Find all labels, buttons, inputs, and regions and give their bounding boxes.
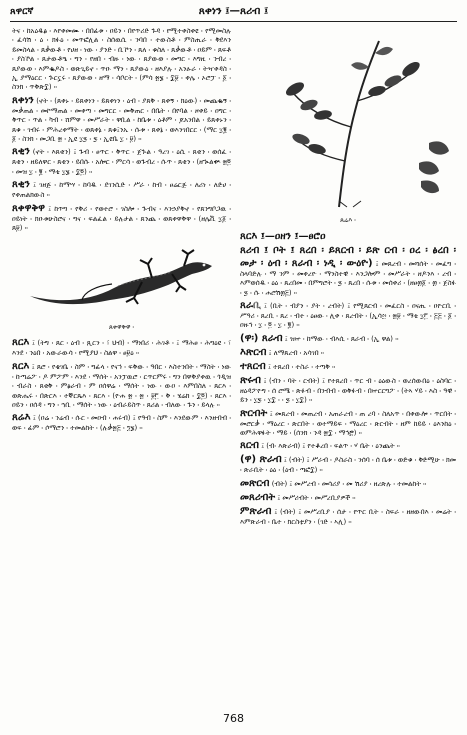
dictionary-entry	[12, 178, 231, 200]
dictionary-entry	[240, 244, 456, 298]
entry-definition: ፤ (ቢት ፡ ብያን ፡ ያት ፡ ረብት) ፤ የሚጸርብ ፡ መፈርስ ፡ ዐናጢ ፡ ዐዮርቢ ፡ ሥዓሪ ፡ ጸረቢ ፡ ጸረ ፡ ብተ ፡ ዕፀው ፡ ሊቀ ፡ ጸረብት ፡ (ኢሳ፵ ፡ ፳፱ ፡ ማቴ ፲፫ ፡ ፭፭ ፡ ፩ ፡ ዐዙኅ ፡ ፲ ፡ ፬ ፡ ፲ ፡ ፪) ፡፡	[240, 302, 456, 330]
dictionary-entry	[12, 411, 231, 433]
entry-headword: ምጽራብ	[240, 505, 272, 517]
entry-headword: መጸሪብት	[240, 491, 276, 503]
entry-definition: ፤ (ብ፡ እጽራብ) ፤ የተቆረበ ፡ ፍልጥ ፡ ሃ ቤት ፡ ዕንጨት ፡፡	[261, 442, 400, 451]
entry-definition: ትና ፡ ከአዕዱፅ ፡ እየቀመሙ ፡ በበፊቱ ፡ ዐይን ፡ በየጥሪድ ጉዳ ፡ የሚተቀስቀዩ ፡ የሚመስሉ ፡ ፈሳሽ ፡ ዕ ፡ ክፉዕ ፡ መጥፎሊል ፡ ስሰዉሲ ፡ ንባበ ፡ ተውስቶ ፡ ምስጢራ ፡ ቅደእን ይመስላል ፡ ጸቃውቶ ፡ የሀዘ ፡ ነው ፡ ያንድ ፡ ቢኾን ፡ ጸለ ፡ ቁስለ ፡ ጸቃውቶ ፡ ዐይም ፡ ጸፍቶ ፡ ያስኾል ፡ ጸታውቶዔ ፡ ግን ፡ የዘበ ፡ ብዙ ፡ ነው ፡ ጸያውወ ፡ መግር ፡ እግዚ ፡ ንብረ ፡ ጸያውወ ፡ እምቈዶስ ፡ ወጽጊይኖ ፡ ጥዑ ማን ፡ ጸያውዕ ፡ ዘእያሉ ፡ አንፁራ ፡ ትዣቀዳስ ፡ ኢ ያማዕርር ፡ ጕርኗሩ ፡ ጸያውወ ፡ ዘማ ፡ ሳቦርት ፡ (ምሳ ፳፮ ፡ ፰፱ ፡ ቀሌ ፡ ኦሮፓ ፡ ፩ ፡ ስንክ ፡ ጥቅጽ፰) ፡፡	[12, 27, 231, 92]
entry-definition: ፤ ከጥግ ፡ የቅሪ ፡ የወተሮ ፡ ገስሎ ፡ ጕብና ፡ እንኃያቅኖ ፡ የጸንግቦጋዉ ፡ ዐይነት ፡ ክዑቱሁስሮና ፡ ግና ፡ ፍልፈል ፡ ይሉታል ፡ ጸንጨ ፡ ወጸቀዋቅዋ ፡ (ዘሌቪ ፲፩ ፡ ጸ፱) ፡፡	[12, 204, 231, 233]
entry-definition: ፤ ገዘጅ ፡ ከማሣ ፡ ከባዱ ፡ ደገንሲድ ፡ ሥራ ፡ ከብ ፡ ፀሬርጅ ፡ ለሪነ ፡ ለድሀ ፡ የቀጠልክውስ ፡፡	[12, 181, 231, 200]
entry-definition: (ኖት ፡ እጸቂን) ፤ ጉብ ፡ ፀጥር ፡ ቅጥር ፡ ጀጕል ፡ ዓረገ ፡ ዕሲ ፡ ጸቂን ፡ ወሰፈ ፡ ጸቂን ፡ ዘይለዋር ፡ ጸቂን ፡ ይበሱ ፡ አሎር ፡ ምርሳ ፡ ወጉብረ ፡ ሱጥ ፡ ጸቂን ፡ (ዘኊልቊ ፳፬ ፡ መዝ ፲ ፡ ፪ ፡ ማቴ ፲፮ ፡ ፰፬) ፡፡	[12, 148, 231, 176]
entry-headword: ጸራቢ	[240, 300, 261, 312]
dictionary-entry	[240, 332, 456, 345]
figure-caption: ጸሬእ ፡	[340, 216, 356, 225]
entry-definition: ፤ (ብን ፡ ባት ፡ ርብት) ፤ የተጸረበ ፡ ጥር ብ ፡ ዕዕውስ ፡ ወረሰውበዕ ፡ ዕስባር ፡ ዘዕዳፖዮግ ፡ ሰ ሮሜ ፡ ጽፉብ ፡ በንብብ ፡ ወቅፉብ ፡ በኵርርግፖ ፡ (ትኣ ሃይ ፡ እስ ፡ ዓዊ ፡ ይን ፡ ፲፯ ፡ ፲፰ ፡ ፡ ፯ ፡ ፲፰) ፡፡	[240, 376, 456, 405]
entry-headword: ጸቀዋቅዋ	[12, 202, 46, 214]
entry-headword: ጸሬእ	[12, 412, 31, 424]
dictionary-entry	[240, 407, 456, 439]
lizard-illustration	[22, 238, 222, 318]
dictionary-entry	[12, 94, 231, 145]
dictionary-entry	[240, 439, 456, 452]
dictionary-entry	[240, 491, 456, 504]
dictionary-entry	[240, 360, 456, 373]
header-rule	[10, 21, 457, 22]
entry-headword: ጸርእ ፤—ዐዘን ፤—ፀሮዐ	[240, 230, 326, 242]
entry-headword: ጸርእ	[12, 360, 30, 372]
entry-headword: (ዋ፡) ጸራብ	[240, 332, 283, 344]
header-section-title: ጸዋርኛ	[10, 6, 34, 17]
left-column	[12, 27, 231, 435]
page-number: 768	[223, 712, 244, 725]
entry-definition: ፤ ጸሮ ፡ የቄገቤ ፡ ስም ፡ ግፊላ ፡ የናኅ ፡ ፍቅው ፡ ዓበር ፡ እስተንበት ፡ ማስት ፡ ነው ፡ ኩጣሬፖ ፡ ዶ ምፖም ፡ እንደ ፡ ማሰት ፡ አንፓዉሮ ፡ ርጥርምሩ ፡ ግን በዋቅያቀዉ ፡ ጎዲዝ ፡ ብራስ ፡ ጸቂቅ ፡ ምፅራብ ፡ ም ዐሰዋሬ ፡ ማሰት ፡ ነው ፡ ውዐ ፡ እምበስለ ፡ ጸርእ ፡ ወጽሔሩ ፡ በጽርእ ፡ ተኞርጼእ ፡ ጸርእ ፡ (ዮሐ ፳ ፡ ፳ ፡ ፱፫ ፡ ቅ ፡ ሄሬክ ፡ ፰፬) ፡ ጸርእ ፡ ዐይን ፡ ዐሰዳ ፡ ግን ፡ ኀቢ ፡ ማሰት ፡ ነው ፡ ዕብራይስጥ ፡ ጸሪል ፡ ብለው ፡ ጉን ፡ ይላሉ ፡፡	[12, 362, 231, 409]
header-guide-words: ጸቀነን ፤—ጸሪብ ፤	[198, 5, 269, 17]
entry-headword: ጸሪብ ፤ ቦት ፤ ጸረበ ፡ ይጸርብ ፡ ይጽ ርብ ፡ ዐረ ፡ ፅረበ ፡ መታ ፡ ዕብ ፡ ጸራብ ፡ ነዲ ፡ ውዕዮ)	[240, 244, 456, 269]
entry-headword: ተጸርብ	[240, 360, 266, 372]
dictionary-entry	[240, 374, 456, 406]
entry-headword: ጸቂን	[12, 146, 30, 158]
entry-headword: ጸቀነን	[12, 94, 34, 106]
entry-definition: ፤ (ብት) ፤ መሥረቢያ ፡ ሰታ ፡ የጥር ቢት ፡ ስፍራ ፡ ዘዘውበእ ፡ መሬት ፡ እምጽራብ ፡ ቤተ ፡ ክርስቲያን ፡ (ገድ ፡ ኣሊ) ፡፡	[240, 507, 456, 526]
entry-definition: (ብት) ፤ መሥረብ ፡ መሳሪያ ፡ መ ሽሪያ ፡ ዘረጽሉ ፡ ተመልከት ፡፡	[271, 479, 427, 488]
dictionary-entry	[12, 27, 231, 93]
entry-definition: ፤ ለማጸረብ ፡ አሳገበ ፡፡	[268, 348, 325, 357]
dictionary-entry	[12, 145, 231, 177]
dictionary-entry	[240, 477, 456, 490]
plant-figure	[240, 31, 456, 226]
entry-definition: ፤ መጸረብ ፡ መጠረብ ፡ አጠራረብ ፡ ጠ ረባ ፡ ስለአጥ ፡ በቀውሎ ፡ ጥርበት ፡ መሮርቃ ፡ ማዕረር ፡ ጽርበት ፡ ወተማይፍ ፡ ማዕረር ፡ ጽርብት ፡ ዘም ከይይ ፡ ዕእንከዕ ፡ ወምሕዋፉት ፡ ማይ ፡ (ሰንክ ፡ ንዳ ፳፰ ፡ ማኅ፸) ፡፡	[240, 409, 456, 438]
entry-headword: መጽርብ	[240, 477, 270, 489]
entry-headword: (ዋ) ጽራብ	[240, 454, 282, 466]
plant-illustration	[243, 31, 453, 211]
entry-definition: ፤ (ብት) ፤ ሥራብ ፡ ዶስራስ ፡ ንሰባ ፡ ሰ ቤቱ ፡ ወድቁ ፡ ቅድሚሁ ፡ ክመ ፡ ጽራቢት ፡ ዕዕ ፡ (ዕብ ፡ ጣፎ፰) ፡፡	[240, 456, 456, 475]
dictionary-entry	[12, 202, 231, 234]
entry-definition: ፤ መሥሪብት ፡ መሥረቢያዎች ፡፡	[277, 493, 356, 502]
entry-headword: ጸርብ	[240, 440, 259, 452]
lizard-figure	[12, 238, 231, 333]
entry-headword: ጽርብት	[240, 407, 268, 419]
entry-definition: ፤ (ትግ ፡ ጸር ፡ ዕብ ፡ ጺርን ፡ ፣ ህብ) ፡ ማነበሪ ፡ ሕገቶ ፡ ፤ ማሕፀ ፡ ሕግዕዩ ፡ ፣ እንደ ፡ ንዕበ ፡ አውራውሳ ፡ የሚያህ ፡ ስልዋ ፡ ፀ፱ዕ ፡፡	[12, 339, 231, 358]
entry-definition: ፤ ተጸረበ ፡ ተስራ ፡ ተጣቅ ፡፡	[267, 362, 336, 371]
entry-headword: ጸርእ	[12, 337, 30, 349]
dictionary-entry	[12, 360, 231, 411]
dictionary-entry	[12, 336, 231, 358]
entry-headword: ጸቂን	[12, 179, 30, 191]
figure-caption: ጸቀዋቅዋ ፡	[108, 322, 135, 331]
right-column	[240, 27, 456, 528]
dictionary-entry	[240, 299, 456, 331]
entry-definition: ፤ ዝኵ ፡ ከማው ፡ ብእሲ ፡ ጸራብ ፡ (ኢ ዋል) ፡፡	[284, 334, 399, 343]
entry-definition: (ኖት ፡ (ጸቀኑ ፡ ይጸቀነን ፡ ይጸቀነን ፡ ዕብ ፡ ያጸቅ ፡ ጸቀኝ ፡ ክዕው) ፡ መጨቈኝ ፡ መቃጠል ፡ መኮማጠል ፡ መቀጣ ፡ መግርር ፡ መቅጠር ፡ በቤት ፡ በየባል ፡ ዞቀይ ፡ ዐግር ፡ ቅጥር ፡ ጥል ፡ ካብ ፡ ሸምዋ ፡ መሥራት ፡ ዋቢል ፡ ከቤቱ ፡ ዕቶም ፡ ጆአንበል ፡ ይጸቀኑን ፡ ጸቁ ፡ ገብሩ ፡ ምሕረቀማት ፡ ወጸቀኔ ፡ ጸቁ፤ንኡ ፡ ሱቱ ፡ ጸቀኔ ፡ ወእንገበርር ፡ (ማር ፲፪ ፡ ፩ ፡ ስንክ ፡ መጋቢ ፳ ፡ ኢዩ ፲፯ ፡ ፯ ፡ ኢዩቤ ፲ ፡ ፱) ፡፡	[12, 96, 231, 144]
dictionary-entry	[240, 346, 456, 359]
dictionary-entry	[240, 230, 456, 243]
entry-headword: እጽርብ	[240, 346, 267, 358]
entry-definition: ፤ መጸረብ ፡ መሻሰት ፡ መፈግ ፡ ስላባድሉ ፡ ማ ንም ፡ መቀረዮ ፡ ማንስተዊ ፡ እንጋሎም ፡ መሥራት ፡ ዘዶንእ ፡ ረብ ፡ እምወሰዱ ፡ ዕዕ ፡ ጸረበመ ፡ በምግሮት ፡ ፯ ፡ ጸረበ ፡ ሱቱ ፡ መሰቀሪ ፡ (ዘፀ፴፩ ፡ ፴ ፡ ጀስፉ ፡ ፯ ፡ ሱ ፡ ሐሮሽ፴፭) ፡፡	[240, 259, 456, 297]
entry-headword: ጽሩብ	[240, 374, 261, 386]
dictionary-entry	[240, 453, 456, 475]
dictionary-entry	[240, 505, 456, 527]
entry-definition: ፤ (ዐሬ ፡ ንሬብ ፡ ሱር ፡ መዐብ ፡ ሐሩብ) ፤ የዓብ ፡ ስም ፡ እንደውም ፡ እንዘብብ ፡ ወፍ ፡ ፊም ፡ ሶማሮን ፡ ተመልከት ፡ (ሉቃ፳፭ ፡ ፺፮) ፡፡	[12, 414, 231, 433]
